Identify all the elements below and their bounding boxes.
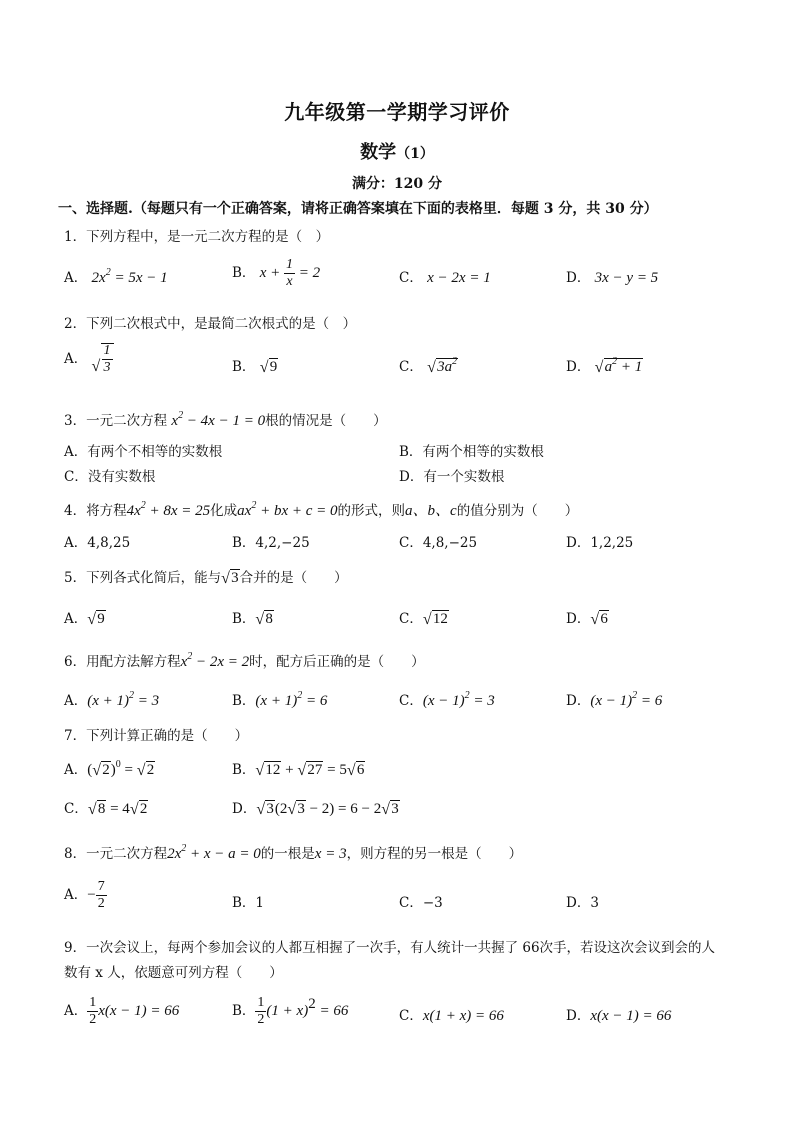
q7-option-d[interactable]: D． √ 3(2 √ 3 − 2) = 6 − 2 √ 3 — [232, 801, 399, 818]
q8-option-d[interactable]: D．3 — [566, 895, 599, 911]
q1-option-c-label: C． — [399, 270, 423, 286]
q1-option-b[interactable]: B． x + $\frac{1}{x}$ = 2 — [232, 257, 321, 289]
q6-option-b[interactable]: B．$(x + 1)^2 = 6$ — [232, 690, 328, 709]
q5-option-b[interactable]: B． √ 8 — [232, 611, 273, 628]
q4-option-d[interactable]: D．1,2,25 — [566, 535, 634, 551]
q2-option-c-text: 3a — [437, 359, 453, 375]
q2-option-c[interactable]: C． √ $3a^2$ — [399, 356, 458, 376]
q2-option-b[interactable]: B． √ 9 — [232, 359, 278, 376]
q1-option-d[interactable] — [566, 266, 658, 287]
question-2-stem: 2．下列二次根式中，是最简二次根式的是（ ） — [64, 316, 357, 332]
section-heading: 一、选择题.（每题只有一个正确答案，请将正确答案填在下面的表格里．每题 3 分，共 30 分） — [58, 201, 658, 217]
q1-option-c[interactable] — [399, 266, 491, 287]
q5-option-d[interactable]: D． √ 6 — [566, 611, 608, 628]
q9-option-c[interactable]: C．x(1 + x) = 66 — [399, 1008, 504, 1024]
q2-option-d-text: + 1 — [617, 359, 643, 375]
q1-option-d-label: D． — [566, 270, 591, 286]
question-9-stem-line2: 数有 x 人，依题意可列方程（ ） — [64, 965, 283, 981]
question-4-stem: 4．将方程$4x^2 + 8x = 25$化成$ax^2$ + bx + c = 0的形式，则a、b、c的值分别为（ ） — [64, 500, 579, 519]
q1-option-c-text: x − 2x = 1 — [427, 270, 491, 286]
q8-option-a[interactable]: A．− $\frac{7}{2}$ — [64, 879, 105, 911]
q3-option-a[interactable]: A．有两个不相等的实数根 — [64, 444, 223, 460]
q9-option-b[interactable]: B． $\frac{1}{2}$ $(1 + x)^2 = 66$ — [232, 995, 349, 1027]
question-6-stem: 6．用配方法解方程$x^2 - 2x = 2$时，配方后正确的是（ ） — [64, 651, 425, 670]
q5-option-c[interactable]: C． √ 12 — [399, 611, 448, 628]
q2-option-a[interactable]: A． √ $\frac{1}{3}$ — [64, 343, 114, 375]
q6-option-c[interactable]: C．$(x - 1)^2 = 3$ — [399, 690, 495, 709]
q5-option-a[interactable]: A． √ 9 — [64, 611, 105, 628]
q2-option-d-label: D． — [566, 359, 591, 375]
q1-option-a-label: A． — [64, 270, 88, 286]
q7-option-c[interactable]: C． √ 8 = 4 √ 2 — [64, 801, 148, 818]
q2-option-c-label: C． — [399, 359, 423, 375]
q8-option-c[interactable]: C．−3 — [399, 895, 443, 911]
question-9-stem-line1: 9．一次会议上，每两个参加会议的人都互相握了一次手，有人统计一共握了 66次手，若设这次会议到会的人 — [64, 940, 716, 956]
subject-name: 数学 — [360, 142, 397, 163]
question-7-stem: 7．下列计算正确的是（ ） — [64, 728, 249, 744]
q2-option-b-text: 9 — [269, 359, 278, 375]
question-1-stem: 1．下列方程中，是一元二次方程的是（ ） — [64, 229, 330, 245]
q2-option-b-label: B． — [232, 359, 256, 375]
q2-option-a-label: A． — [64, 350, 88, 367]
q3-option-b[interactable]: B．有两个相等的实数根 — [399, 444, 544, 460]
q3-option-c[interactable]: C．没有实数根 — [64, 469, 156, 485]
q6-option-a[interactable]: A．$(x + 1)^2 = 3$ — [64, 690, 160, 709]
q3-option-d[interactable]: D．有一个实数根 — [399, 469, 505, 485]
q8-option-b[interactable]: B．1 — [232, 895, 265, 911]
q4-option-c[interactable]: C．4,8,−25 — [399, 535, 478, 551]
subject-suffix: （1） — [396, 146, 434, 162]
q4-option-b[interactable]: B．4,2,−25 — [232, 535, 310, 551]
q7-option-b[interactable]: B． √ 12 + √ 27 = 5 √ 6 — [232, 762, 365, 779]
q1-option-d-text: 3x − y = 5 — [594, 270, 659, 286]
question-5-stem: 5．下列各式化简后，能与 √ 3合并的是（ ） — [64, 570, 348, 587]
q2-option-d[interactable]: D． √ $a^2 + 1$ — [566, 356, 643, 376]
q6-option-d[interactable]: D．$(x - 1)^2 = 6$ — [566, 690, 663, 709]
q4-option-a[interactable]: A．4,8,25 — [64, 535, 131, 551]
exam-title: 九年级第一学期学习评价 — [284, 100, 510, 124]
question-3-stem: 3．一元二次方程 $x^2 - 4x - 1 = 0$根的情况是（ ） — [64, 410, 387, 429]
q1-option-b-label: B． — [232, 265, 256, 281]
exam-subject — [0, 138, 794, 164]
q9-option-a[interactable]: A． $\frac{1}{2}$ x(x − 1) = 66 — [64, 995, 180, 1027]
question-8-stem: 8．一元二次方程$2x^2 + x - a = 0$的一根是x = 3，则方程的另一根是（ ） — [64, 843, 523, 862]
q1-option-a[interactable]: A． $2x^2 = 5x - 1$ — [64, 267, 168, 286]
q9-option-d[interactable]: D．x(x − 1) = 66 — [566, 1008, 672, 1024]
q1-option-b-text: = 2 — [295, 265, 321, 281]
q7-option-a[interactable]: A．( √ 2)$^0$ = √ 2 — [64, 759, 155, 779]
full-score: 满分：120 分 — [351, 176, 443, 192]
q1-option-a-text: = 5x − 1 — [110, 270, 168, 286]
